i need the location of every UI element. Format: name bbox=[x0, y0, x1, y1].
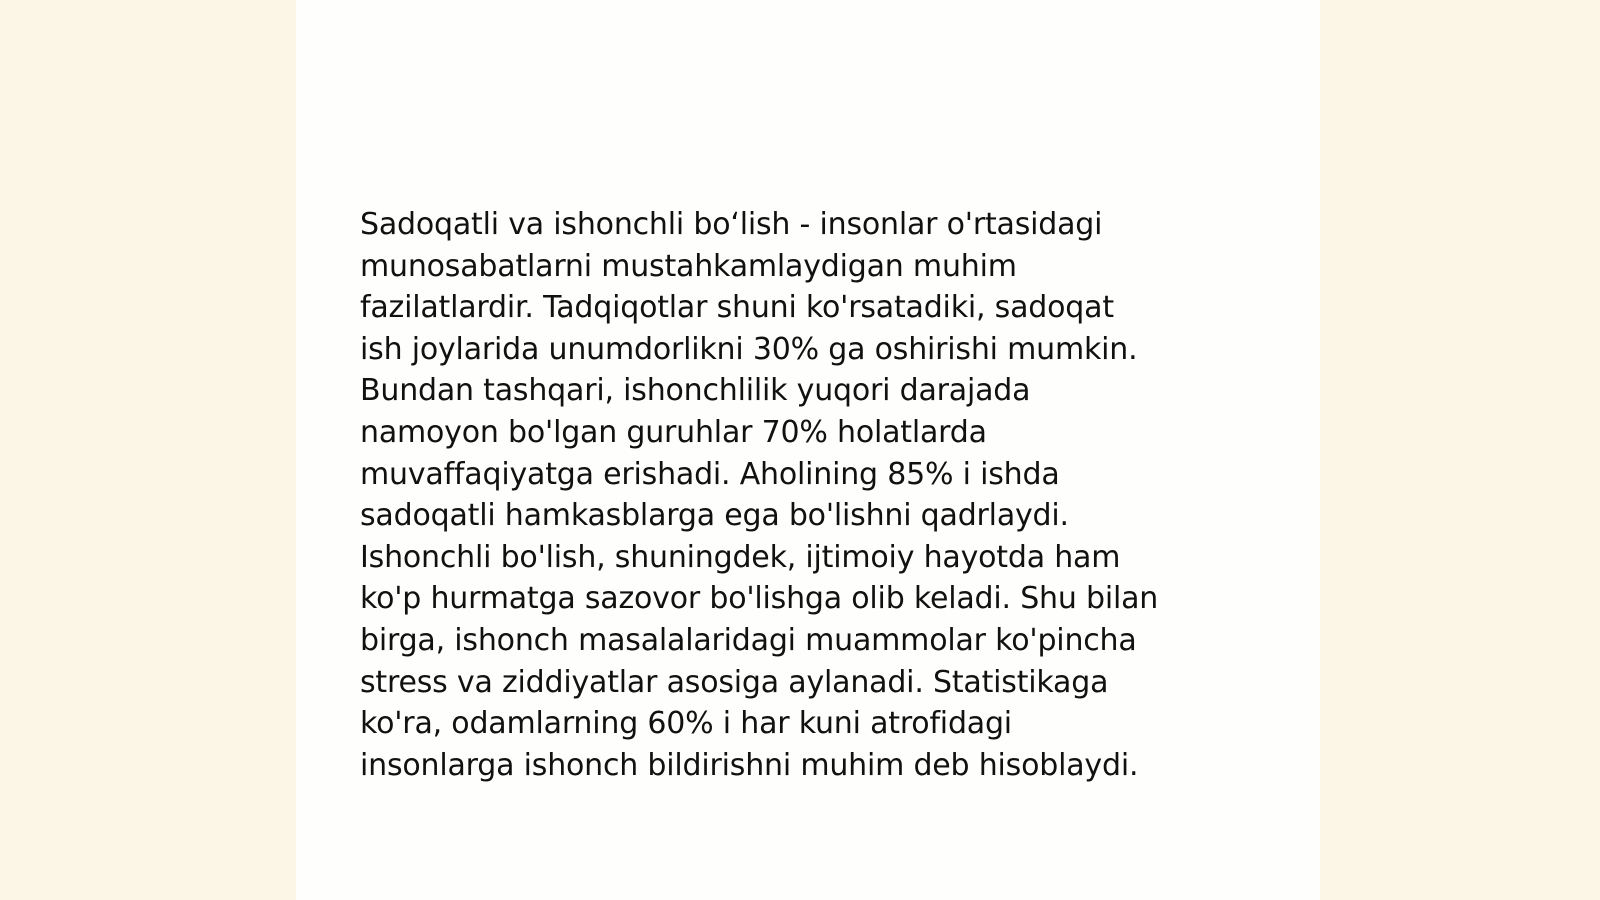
paragraph-line: birga, ishonch masalalaridagi muammolar ko'pincha bbox=[360, 622, 1137, 658]
paragraph-line: Bundan tashqari, ishonchlilik yuqori darajada bbox=[360, 373, 1031, 409]
paragraph-line: insonlarga ishonch bildirishni muhim deb hisoblaydi. bbox=[360, 747, 1139, 783]
paragraph-line: stress va ziddiyatlar asosiga aylanadi. Statistikaga bbox=[360, 664, 1109, 700]
paragraph-line: muvaffaqiyatga erishadi. Aholining 85% i ishda bbox=[360, 456, 1060, 492]
paragraph-line: Sadoqatli va ishonchli bo‘lish - insonlar o'rtasidagi bbox=[360, 207, 1103, 242]
paragraph-line: ko'p hurmatga sazovor bo'lishga olib keladi. Shu bilan bbox=[360, 581, 1159, 617]
paragraph-line: munosabatlarni mustahkamlaydigan muhim bbox=[360, 248, 1017, 284]
document-page bbox=[296, 0, 1320, 900]
paragraph-line: Ishonchli bo'lish, shuningdek, ijtimoiy hayotda ham bbox=[360, 539, 1121, 575]
paragraph-line: fazilatlardir. Tadqiqotlar shuni ko'rsatadiki, sadoqat bbox=[360, 290, 1114, 326]
paragraph-line: namoyon bo'lgan guruhlar 70% holatlarda bbox=[360, 414, 987, 450]
paragraph-line: sadoqatli hamkasblarga ega bo'lishni qadrlaydi. bbox=[360, 498, 1069, 534]
paragraph-line: ish joylarida unumdorlikni 30% ga oshirishi mumkin. bbox=[360, 331, 1138, 367]
body-paragraph bbox=[360, 204, 1250, 786]
paragraph-line: ko'ra, odamlarning 60% i har kuni atrofidagi bbox=[360, 706, 1012, 742]
